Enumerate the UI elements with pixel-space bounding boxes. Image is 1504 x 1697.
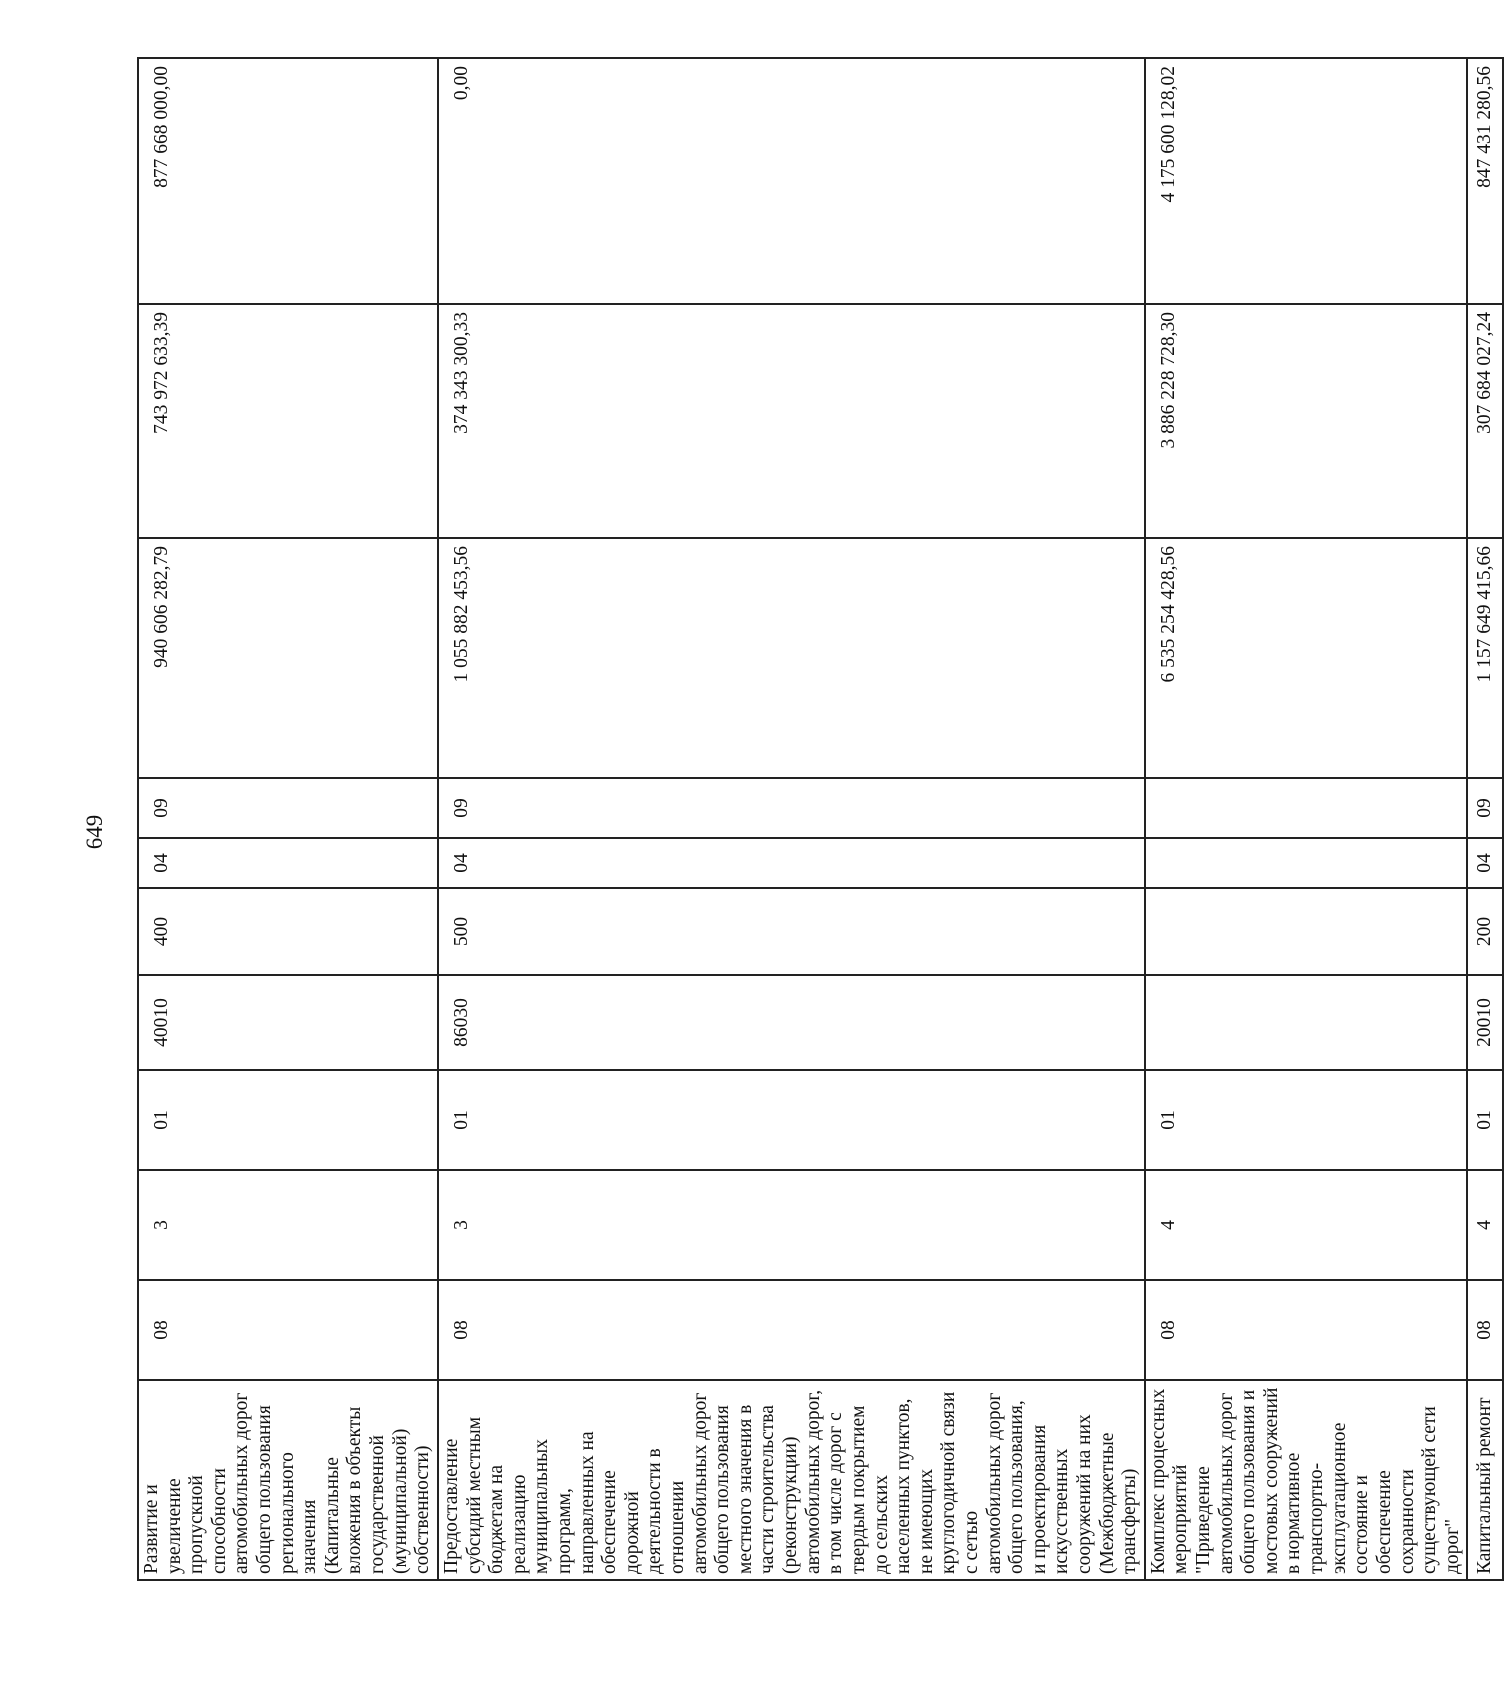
amount-cell: 1 055 882 453,56 <box>438 538 1145 778</box>
code-cell: 500 <box>438 888 1145 975</box>
code-cell: 01 <box>438 1070 1145 1170</box>
code-cell: 09 <box>438 778 1145 838</box>
code-cell <box>1145 975 1468 1070</box>
code-cell: 3 <box>438 1170 1145 1280</box>
amount-cell: 374 343 300,33 <box>438 304 1145 538</box>
code-cell <box>1145 888 1468 975</box>
code-cell: 400 <box>138 888 438 975</box>
amount-cell: 877 668 000,00 <box>138 58 438 304</box>
code-cell: 86030 <box>438 975 1145 1070</box>
budget-table <box>137 57 1504 1581</box>
code-cell: 04 <box>1467 838 1503 888</box>
code-cell: 01 <box>1145 1070 1468 1170</box>
code-cell: 08 <box>138 1280 438 1380</box>
code-cell: 4 <box>1145 1170 1468 1280</box>
amount-cell: 6 535 254 428,56 <box>1145 538 1468 778</box>
code-cell: 01 <box>1467 1070 1503 1170</box>
table-row <box>1145 58 1468 1580</box>
row-name-cell: Комплекс процессных мероприятий "Приведение автомобильных дорог общего пользования и мостовых сооружений в нормативное транспортно-эксплуатационное состояние и обеспечение сохранности существующей сети дорог" <box>1145 1380 1468 1580</box>
code-cell: 08 <box>438 1280 1145 1380</box>
table-row <box>438 58 1145 1580</box>
code-cell: 08 <box>1467 1280 1503 1380</box>
code-cell: 4 <box>1467 1170 1503 1280</box>
amount-cell: 3 886 228 728,30 <box>1145 304 1468 538</box>
code-cell: 09 <box>1467 778 1503 838</box>
code-cell: 40010 <box>138 975 438 1070</box>
code-cell: 04 <box>138 838 438 888</box>
code-cell: 20010 <box>1467 975 1503 1070</box>
amount-cell: 940 606 282,79 <box>138 538 438 778</box>
amount-cell: 4 175 600 128,02 <box>1145 58 1468 304</box>
code-cell <box>1145 778 1468 838</box>
amount-cell: 1 157 649 415,66 <box>1467 538 1503 778</box>
table-row <box>1467 58 1503 1580</box>
table-row <box>138 58 438 1580</box>
amount-cell: 0,00 <box>438 58 1145 304</box>
code-cell <box>1145 838 1468 888</box>
row-name-cell: Капитальный ремонт <box>1467 1380 1503 1580</box>
code-cell: 200 <box>1467 888 1503 975</box>
row-name-cell: Развитие и увеличение пропускной способности автомобильных дорог общего пользования регионального значения (Капитальные вложения в объекты государственной (муниципальной) собственности) <box>138 1380 438 1580</box>
amount-cell: 307 684 027,24 <box>1467 304 1503 538</box>
code-cell: 01 <box>138 1070 438 1170</box>
rotated-table-container <box>137 59 1496 1581</box>
page-number: 649 <box>82 814 107 850</box>
code-cell: 04 <box>438 838 1145 888</box>
amount-cell: 847 431 280,56 <box>1467 58 1503 304</box>
code-cell: 09 <box>138 778 438 838</box>
row-name-cell: Предоставление субсидий местным бюджетам на реализацию муниципальных программ, направленных на обеспечение дорожной деятельности в отношении автомобильных дорог общего пользования местного значения в части строительства (реконструкции) автомобильных дорог, в том числе дорог с твердым покрытием до сельских населенных пунктов, не имеющих круглогодичной связи с сетью автомобильных дорог общего пользования, и проектирования искусственных сооружений на них (Межбюджетные трансферты) <box>438 1380 1145 1580</box>
code-cell: 3 <box>138 1170 438 1280</box>
code-cell: 08 <box>1145 1280 1468 1380</box>
amount-cell: 743 972 633,39 <box>138 304 438 538</box>
